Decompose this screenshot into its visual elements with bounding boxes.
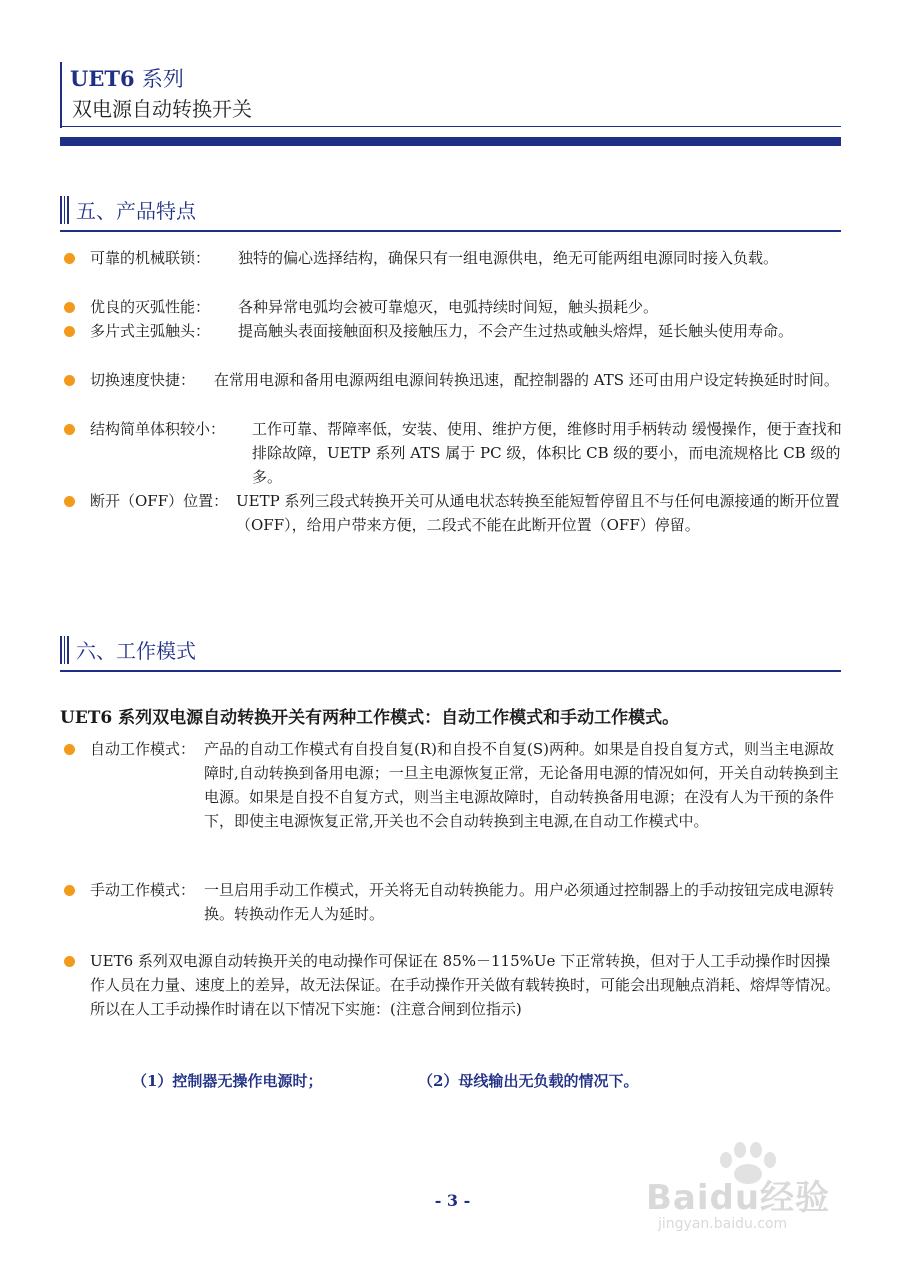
bullet-icon <box>64 326 75 337</box>
bullet-icon <box>64 496 75 507</box>
header-rule-vertical <box>60 62 62 128</box>
condition-2: （2）母线输出无负载的情况下。 <box>418 1072 639 1090</box>
feature-label: 多片式主弧触头： <box>90 322 211 340</box>
section-5-heading <box>60 195 196 224</box>
feature-item <box>64 295 845 319</box>
mode-item <box>64 878 845 926</box>
bullet-icon <box>64 885 75 896</box>
work-mode-intro: UET6 系列双电源自动转换开关有两种工作模式：自动工作模式和手动工作模式。 <box>60 708 680 728</box>
feature-item <box>64 417 845 489</box>
header-divider-thin <box>60 126 841 127</box>
feature-item <box>64 319 845 367</box>
mode-text: UET6 系列双电源自动转换开关的电动操作可保证在 85%－115%Ue 下正常转换，但对于人工手动操作时因操作人员在力量、速度上的差异，故无法保证。在手动操作开关做有载转换时，可能会出现触点消耗、熔焊等情况。所以在人工手动操作时请在以下情况下实施：(注意合闸到位指示) <box>90 952 841 1018</box>
mode-item <box>64 949 845 1045</box>
feature-text: 各种异常电弧均会被可靠熄灭，电弧持续时间短，触头损耗少。 <box>238 298 659 316</box>
mode-text: 一旦启用手动工作模式，开关将无自动转换能力。用户必须通过控制器上的手动按钮完成电源转换。转换动作无人为延时。 <box>204 881 835 923</box>
bullet-icon <box>64 375 75 386</box>
mode-label: 自动工作模式： <box>90 740 196 758</box>
feature-item <box>64 489 845 561</box>
feature-item <box>64 246 845 294</box>
watermark-url: jingyan.baidu.com <box>658 1216 788 1232</box>
section-6-title: 六、工作模式 <box>76 639 196 663</box>
mode-text: 产品的自动工作模式有自投自复(R)和自投不自复(S)两种。如果是自投自复方式，则当主电源故障时,自动转换到备用电源；一旦主电源恢复正常，无论备用电源的情况如何，开关自动转换到主电源。如果是自投不自复方式，则当主电源故障时，自动转换备用电源；在没有人为干预的条件下，即使主电源恢复正常,开关也不会自动转换到主电源,在自动工作模式中。 <box>204 740 839 830</box>
watermark <box>640 1140 860 1250</box>
section-6-heading <box>60 635 196 664</box>
bullet-icon <box>64 302 75 313</box>
bullet-icon <box>64 956 75 967</box>
condition-1: （1）控制器无操作电源时； <box>132 1072 323 1090</box>
mode-item <box>64 737 845 857</box>
feature-label: 切换速度快捷： <box>90 371 196 389</box>
mode-label: 手动工作模式： <box>90 881 196 899</box>
feature-text: 提高触头表面接触面积及接触压力，不会产生过热或触头熔焊，延长触头使用寿命。 <box>238 322 794 340</box>
document-subtitle: 双电源自动转换开关 <box>72 97 252 121</box>
feature-text: UETP 系列三段式转换开关可从通电状态转换至能短暂停留且不与任何电源接通的断开位置（OFF），给用户带来方便，二段式不能在此断开位置（OFF）停留。 <box>236 492 840 534</box>
bullet-icon <box>64 253 75 264</box>
section-6-divider <box>60 670 841 672</box>
feature-label: 断开（OFF）位置： <box>90 492 229 510</box>
series-title: UET6 系列 <box>70 66 184 91</box>
section-marker-icon <box>60 196 69 224</box>
section-5-title: 五、产品特点 <box>76 199 196 223</box>
feature-text: 独特的偏心选择结构，确保只有一组电源供电，绝无可能两组电源同时接入负载。 <box>238 249 779 267</box>
feature-label: 优良的灭弧性能： <box>90 298 211 316</box>
page-number: - 3 - <box>434 1191 471 1210</box>
section-5-divider <box>60 230 841 232</box>
section-marker-icon <box>60 636 69 664</box>
feature-label: 结构简单体积较小： <box>90 420 226 438</box>
feature-item <box>64 368 845 416</box>
header-divider-bar <box>60 137 841 146</box>
feature-text: 工作可靠、帮障率低，安装、使用、维护方便，维修时用手柄转动 缓慢操作，便于查找和排除故障，UETP 系列 ATS 属于 PC 级，体积比 CB 级的要小，而电流规格比 CB 级的多。 <box>252 420 842 486</box>
bullet-icon <box>64 744 75 755</box>
feature-text: 在常用电源和备用电源两组电源间转换迅速，配控制器的 ATS 还可由用户设定转换延时时间。 <box>214 371 839 389</box>
bullet-icon <box>64 424 75 435</box>
feature-label: 可靠的机械联锁： <box>90 249 211 267</box>
watermark-logo: Baidu经验 <box>646 1178 831 1218</box>
